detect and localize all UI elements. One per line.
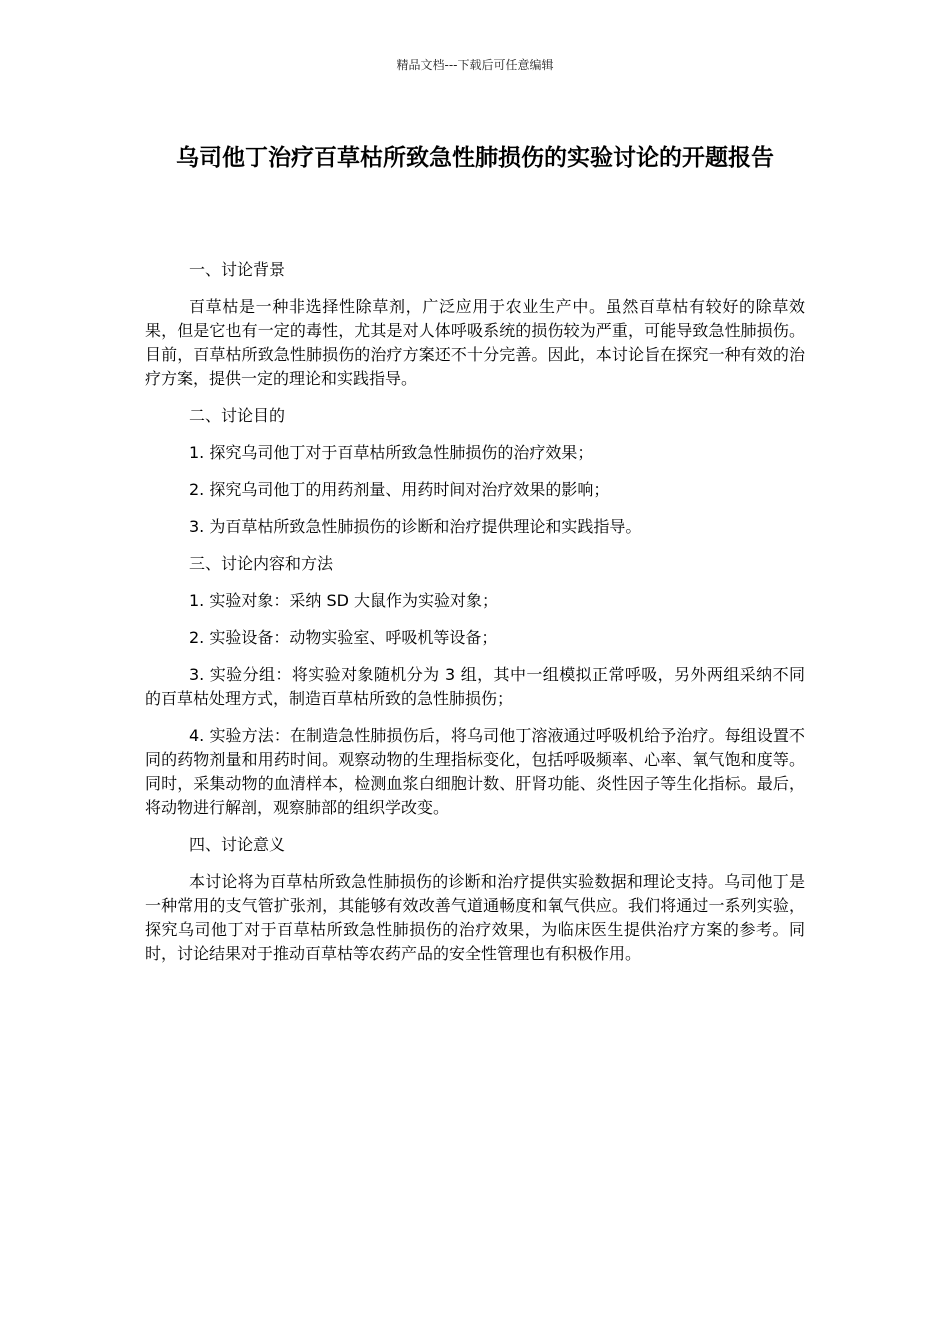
list-item-purpose-1: 1. 探究乌司他丁对于百草枯所致急性肺损伤的治疗效果； <box>189 443 594 462</box>
section-heading-methods: 三、讨论内容和方法 <box>189 554 334 573</box>
document-title: 乌司他丁治疗百草枯所致急性肺损伤的实验讨论的开题报告 <box>176 145 774 171</box>
list-item-purpose-2: 2. 探究乌司他丁的用药剂量、用药时间对治疗效果的影响； <box>189 480 610 499</box>
paragraph-significance: 本讨论将为百草枯所致急性肺损伤的诊断和治疗提供实验数据和理论支持。乌司他丁是一种常用的支气管扩张剂，其能够有效改善气道通畅度和氧气供应。我们将通过一系列实验，探究乌司他丁对于百草枯所致急性肺损伤的治疗效果，为临床医生提供治疗方案的参考。同时，讨论结果对于推动百草枯等农药产品的安全性管理也有积极作用。 <box>145 872 805 963</box>
list-item-method-3: 3. 实验分组：将实验对象随机分为 3 组，其中一组模拟正常呼吸，另外两组采纳不同的百草枯处理方式，制造百草枯所致的急性肺损伤； <box>145 665 805 708</box>
list-item-purpose-3: 3. 为百草枯所致急性肺损伤的诊断和治疗提供理论和实践指导。 <box>189 517 642 536</box>
list-item-method-1: 1. 实验对象：采纳 SD 大鼠作为实验对象； <box>189 591 499 610</box>
list-item-method-2: 2. 实验设备：动物实验室、呼吸机等设备； <box>189 628 498 647</box>
section-heading-significance: 四、讨论意义 <box>189 835 286 854</box>
document-body <box>145 258 805 979</box>
header-note: 精品文档---下载后可任意编辑 <box>396 58 554 72</box>
list-item-method-4: 4. 实验方法：在制造急性肺损伤后，将乌司他丁溶液通过呼吸机给予治疗。每组设置不同的药物剂量和用药时间。观察动物的生理指标变化，包括呼吸频率、心率、氧气饱和度等。同时，采集动物的血清样本，检测血浆白细胞计数、肝肾功能、炎性因子等生化指标。最后，将动物进行解剖，观察肺部的组织学改变。 <box>145 726 805 817</box>
section-heading-purpose: 二、讨论目的 <box>189 406 286 425</box>
section-heading-background: 一、讨论背景 <box>189 260 286 279</box>
paragraph-background: 百草枯是一种非选择性除草剂，广泛应用于农业生产中。虽然百草枯有较好的除草效果，但是它也有一定的毒性，尤其是对人体呼吸系统的损伤较为严重，可能导致急性肺损伤。目前，百草枯所致急性肺损伤的治疗方案还不十分完善。因此，本讨论旨在探究一种有效的治疗方案，提供一定的理论和实践指导。 <box>145 297 805 388</box>
